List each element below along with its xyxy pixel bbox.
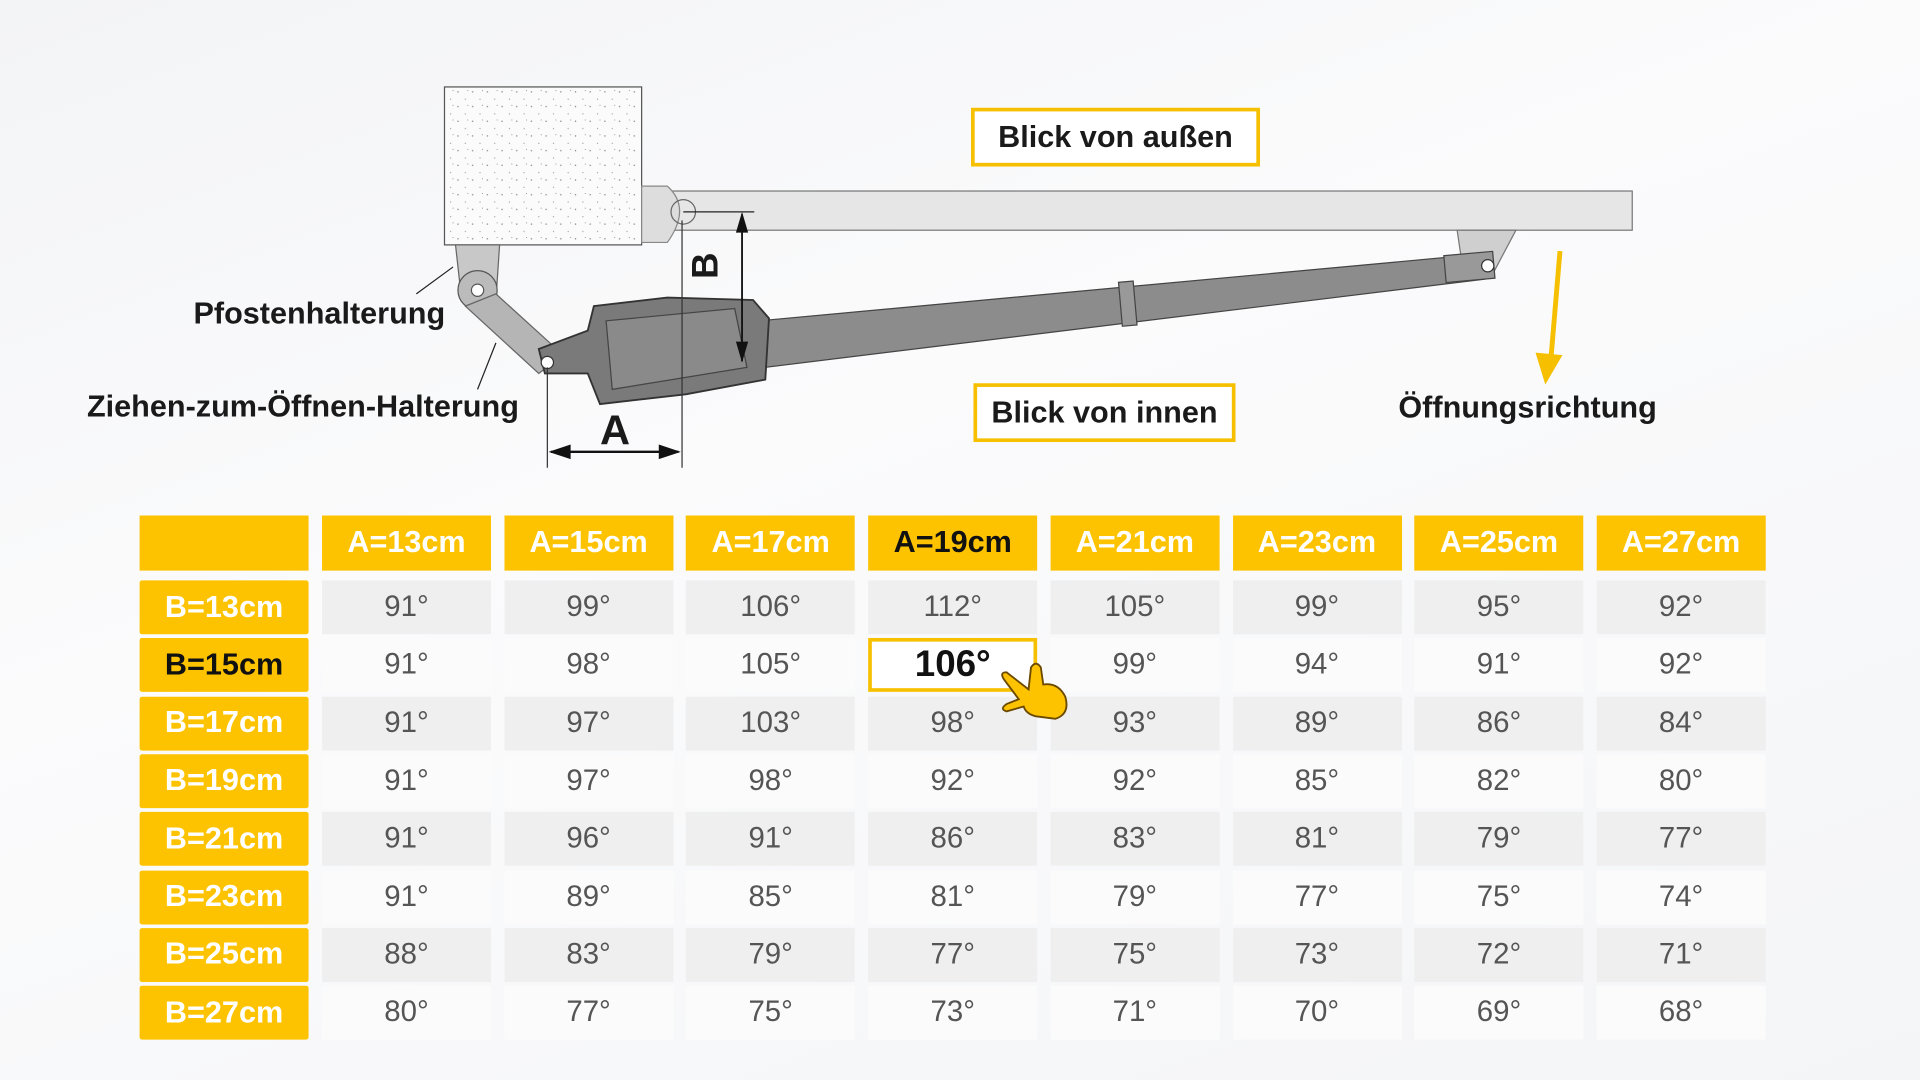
table-cell: 85° <box>1232 754 1401 808</box>
table-cell: 105° <box>686 638 855 692</box>
table-cell: 93° <box>1050 696 1219 750</box>
table-cell: 73° <box>1232 928 1401 982</box>
table-cell: 79° <box>1415 812 1584 866</box>
table-cell: 71° <box>1050 986 1219 1040</box>
column-header: A=13cm <box>322 516 491 571</box>
table-cell: 99° <box>504 580 673 634</box>
table-cell: 94° <box>1232 638 1401 692</box>
table-cell: 75° <box>1050 928 1219 982</box>
table-cell: 79° <box>686 928 855 982</box>
table-cell: 71° <box>1597 928 1766 982</box>
table-cell: 89° <box>504 870 673 924</box>
table-cell: 92° <box>1050 754 1219 808</box>
table-cell: 75° <box>686 986 855 1040</box>
table-cell: 81° <box>1232 812 1401 866</box>
post-bracket-label: Pfostenhalterung <box>193 296 446 331</box>
row-header: B=27cm <box>140 986 309 1040</box>
pull-to-open-bracket-label: Ziehen-zum-Öffnen-Halterung <box>86 389 519 424</box>
table-cell: 91° <box>322 812 491 866</box>
opening-direction-arrow <box>1550 251 1560 367</box>
table-cell: 83° <box>1050 812 1219 866</box>
opening-direction-label: Öffnungsrichtung <box>1398 390 1657 425</box>
table-cell: 72° <box>1415 928 1584 982</box>
table-cell: 77° <box>504 986 673 1040</box>
row-header: B=21cm <box>140 812 309 866</box>
table-cell: 105° <box>1050 580 1219 634</box>
table-cell: 91° <box>322 638 491 692</box>
table-cell: 88° <box>322 928 491 982</box>
table-cell: 73° <box>868 986 1037 1040</box>
column-header: A=17cm <box>686 516 855 571</box>
row-header: B=13cm <box>140 580 309 634</box>
table-cell: 85° <box>686 870 855 924</box>
gate-leaf <box>661 191 1632 230</box>
table-cell: 91° <box>1415 638 1584 692</box>
highlighted-table-cell: 106° <box>868 638 1037 692</box>
table-cell: 74° <box>1597 870 1766 924</box>
gate-opener-diagram <box>0 0 1920 514</box>
table-cell: 79° <box>1050 870 1219 924</box>
column-header: A=25cm <box>1415 516 1584 571</box>
row-header: B=17cm <box>140 696 309 750</box>
table-cell: 98° <box>868 696 1037 750</box>
table-cell: 96° <box>504 812 673 866</box>
table-cell: 95° <box>1415 580 1584 634</box>
table-cell: 70° <box>1232 986 1401 1040</box>
row-header: B=25cm <box>140 928 309 982</box>
row-header: B=19cm <box>140 754 309 808</box>
table-cell: 81° <box>868 870 1037 924</box>
table-cell: 82° <box>1415 754 1584 808</box>
table-cell: 103° <box>686 696 855 750</box>
view-outside-label: Blick von außen <box>971 108 1260 167</box>
table-cell: 98° <box>504 638 673 692</box>
row-header: B=15cm <box>140 638 309 692</box>
table-cell: 91° <box>322 580 491 634</box>
column-header: A=19cm <box>868 516 1037 571</box>
column-header: A=21cm <box>1050 516 1219 571</box>
table-cell: 91° <box>322 754 491 808</box>
pointing-hand-icon <box>994 655 1080 728</box>
table-cell: 89° <box>1232 696 1401 750</box>
column-header: A=15cm <box>504 516 673 571</box>
table-cell: 69° <box>1415 986 1584 1040</box>
table-cell: 91° <box>686 812 855 866</box>
table-cell: 77° <box>1232 870 1401 924</box>
table-cell: 92° <box>1597 580 1766 634</box>
gate-post <box>444 87 641 245</box>
table-cell: 84° <box>1597 696 1766 750</box>
table-cell: 112° <box>868 580 1037 634</box>
dimension-a-label: A <box>600 407 631 455</box>
column-header: A=23cm <box>1232 516 1401 571</box>
table-cell: 77° <box>1597 812 1766 866</box>
table-cell: 97° <box>504 696 673 750</box>
table-cell: 106° <box>686 580 855 634</box>
table-cell: 80° <box>1597 754 1766 808</box>
row-header: B=23cm <box>140 870 309 924</box>
table-corner <box>140 516 309 571</box>
dimension-b-label: B <box>685 252 726 279</box>
table-cell: 99° <box>1050 638 1219 692</box>
table-cell: 68° <box>1597 986 1766 1040</box>
table-cell: 99° <box>1232 580 1401 634</box>
table-cell: 80° <box>322 986 491 1040</box>
table-cell: 83° <box>504 928 673 982</box>
table-cell: 86° <box>868 812 1037 866</box>
table-cell: 92° <box>1597 638 1766 692</box>
table-cell: 91° <box>322 696 491 750</box>
table-cell: 98° <box>686 754 855 808</box>
table-cell: 91° <box>322 870 491 924</box>
view-inside-label: Blick von innen <box>973 383 1235 442</box>
table-cell: 97° <box>504 754 673 808</box>
table-cell: 77° <box>868 928 1037 982</box>
table-cell: 86° <box>1415 696 1584 750</box>
column-header: A=27cm <box>1597 516 1766 571</box>
table-cell: 75° <box>1415 870 1584 924</box>
table-cell: 92° <box>868 754 1037 808</box>
